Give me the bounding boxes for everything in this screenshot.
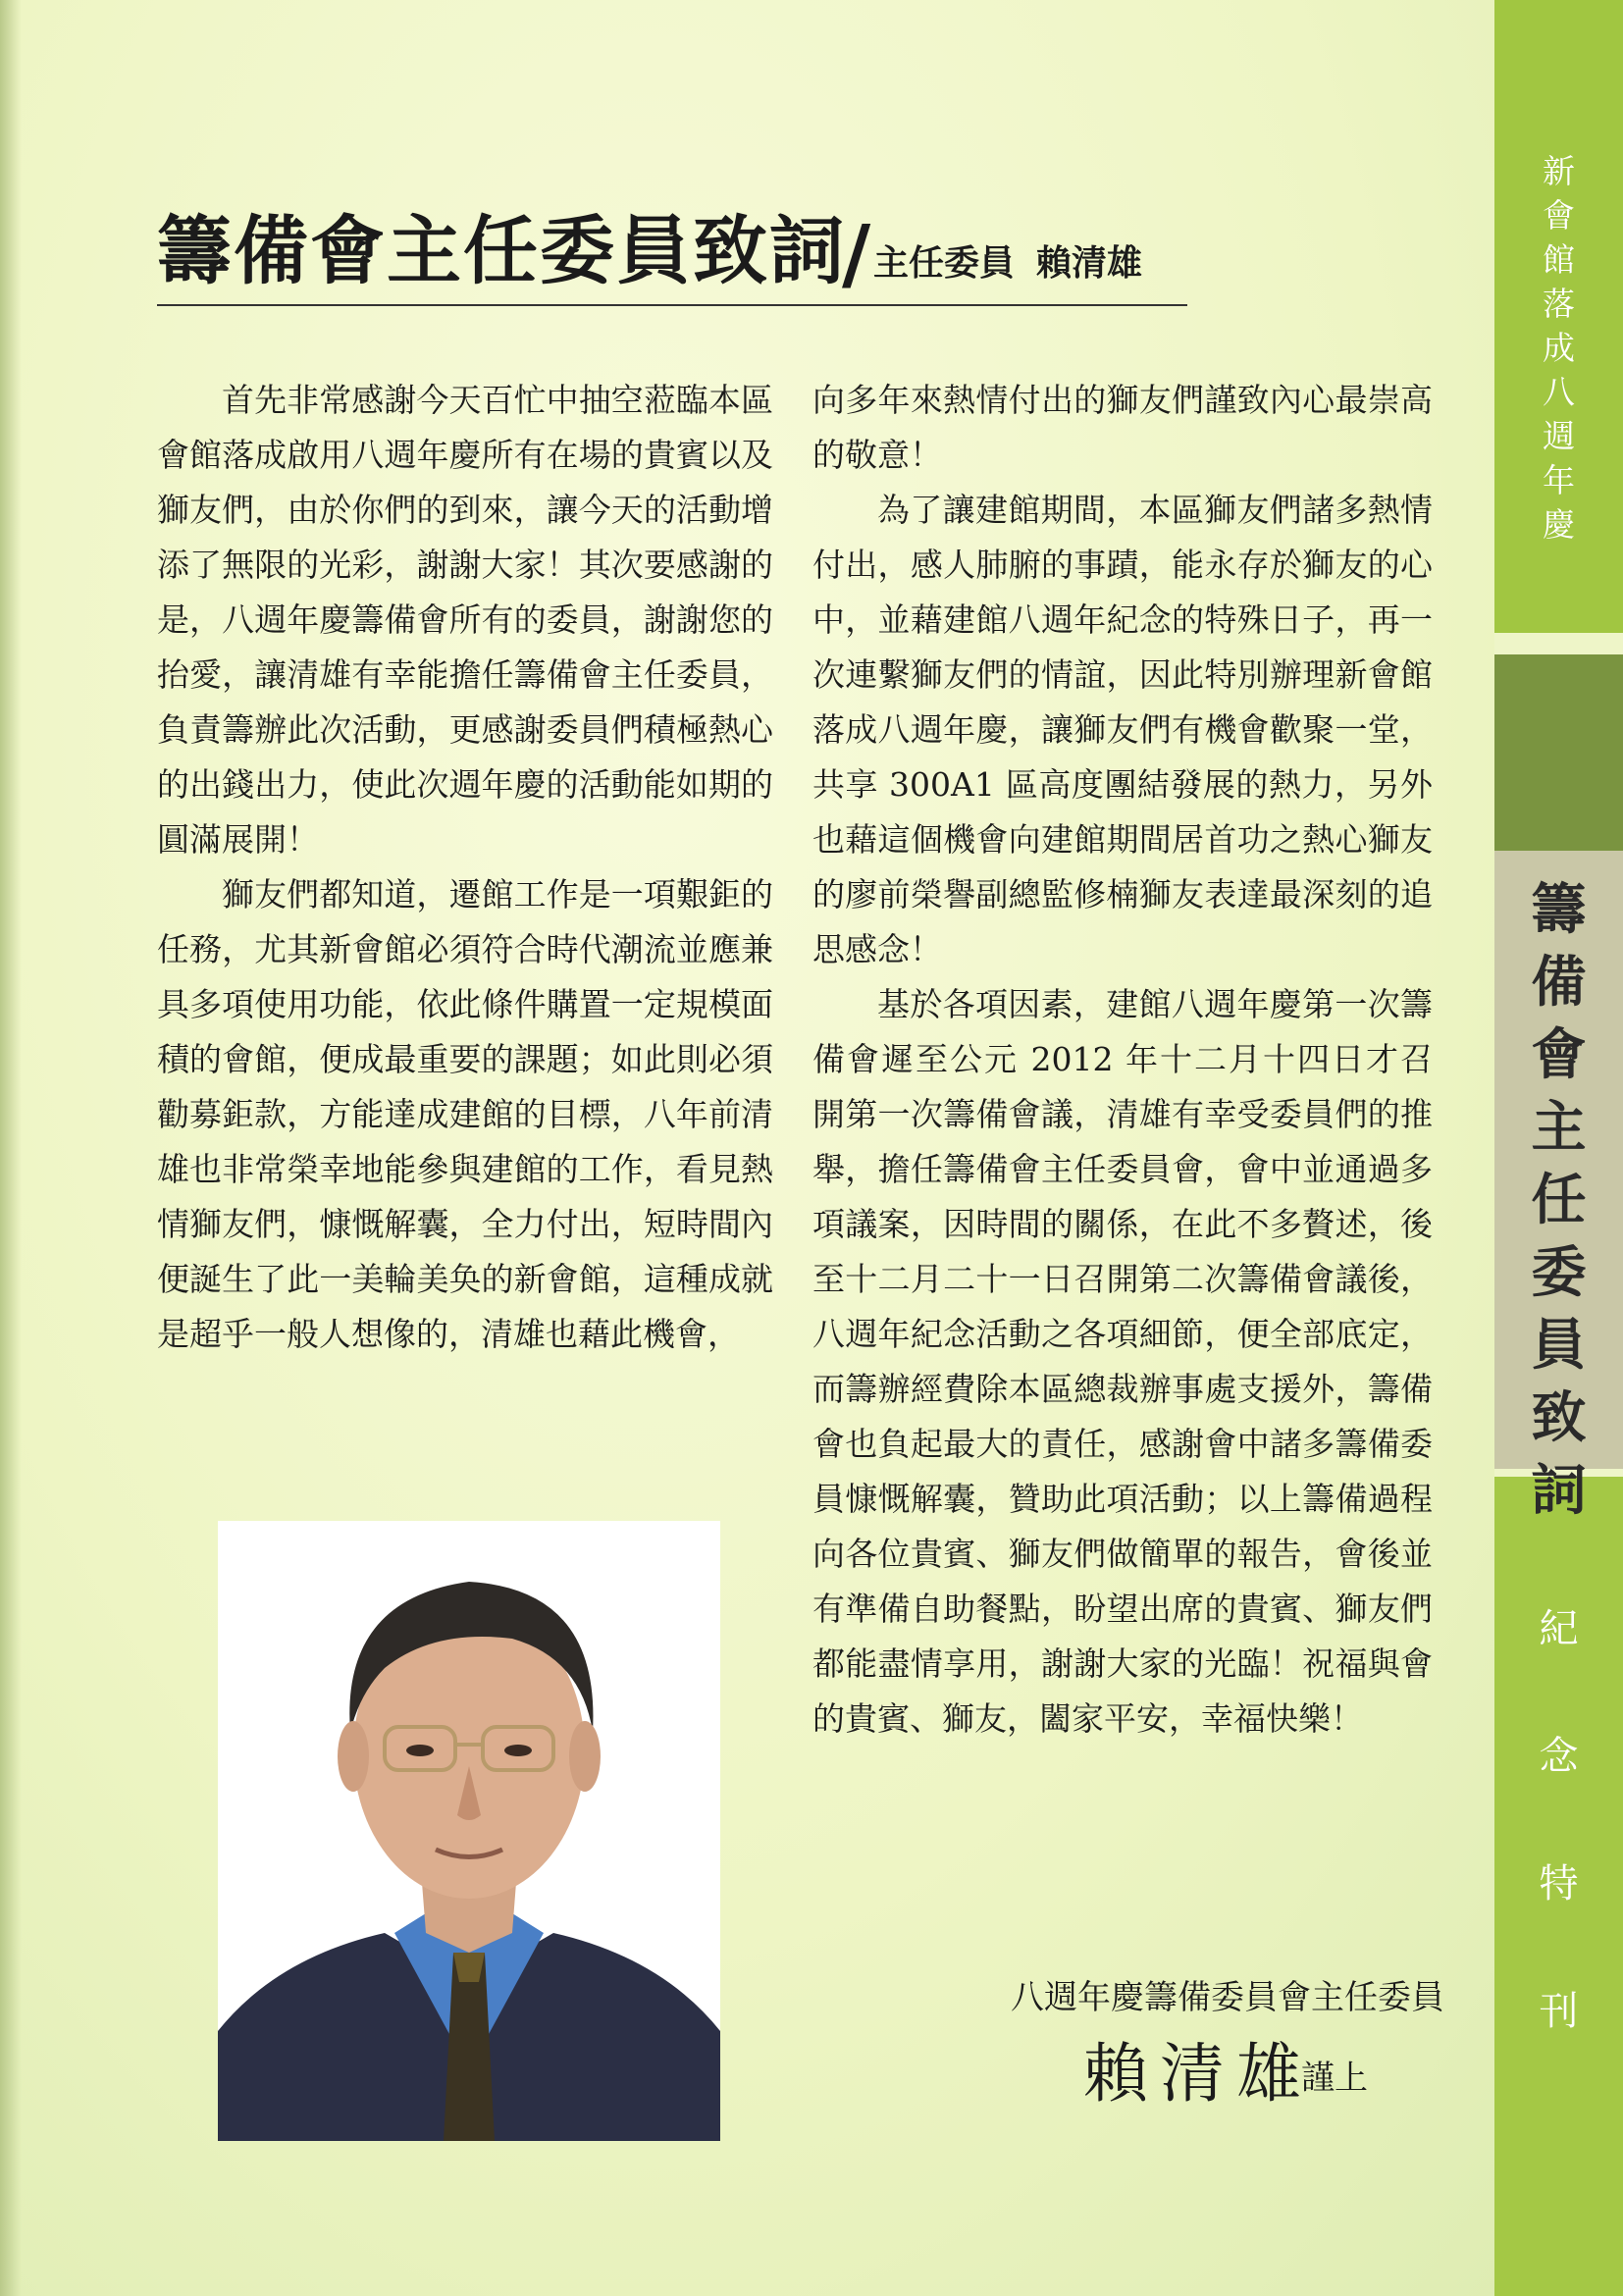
label-char: 慶 <box>1543 505 1575 544</box>
label-char: 詞 <box>1531 1458 1587 1523</box>
label-char: 員 <box>1531 1313 1587 1378</box>
label-char: 成 <box>1543 329 1575 367</box>
paragraph: 為了讓建館期間，本區獅友們諸多熱情付出，感人肺腑的事蹟，能永存於獅友的心中，並藉建館八週年紀念的特殊日子，再一次連繫獅友們的情誼，因此特別辦理新會館落成八週年慶，讓獅友們有機會歡聚一堂，共享 300A1 區高度團結發展的熱力，另外也藉這個機會向建館期間居首功之熱心獅友的廖前榮譽副總監修楠獅友表達最深刻的追思感念！ <box>812 491 1433 968</box>
label-char: 年 <box>1543 461 1575 499</box>
paragraph: 基於各項因素，建館八週年慶第一次籌備會遲至公元 2012 年十二月十四日才召開第一次籌備會議，清雄有幸受委員們的推舉，擔任籌備會主任委員會，會中並通過多項議案，因時間的關係，在此不多贅述，後至十二月二十一日召開第二次籌備會議後，八週年紀念活動之各項細節，便全部底定，而籌辦經費除本區總裁辦事處支援外，籌備會也負起最大的責任，感謝會中諸多籌備委員慷慨解囊，贊助此項活動；以上籌備過程向各位貴賓、獅友們做簡單的報告，會後並有準備自助餐點，盼望出席的貴賓、獅友們都能盡情享用，謝謝大家的光臨！祝福與會的貴賓、獅友，闔家平安，幸福快樂！ <box>812 985 1433 1738</box>
label-char: 館 <box>1543 240 1575 279</box>
label-char: 備 <box>1531 950 1587 1015</box>
byline-role: 主任委員 <box>873 242 1016 284</box>
label-char: 紀 <box>1539 1606 1579 1651</box>
signature-name: 賴清雄 <box>1083 2036 1313 2112</box>
page-edge-shadow <box>0 0 22 2296</box>
label-char: 致 <box>1531 1385 1587 1450</box>
label-char: 念 <box>1539 1734 1579 1779</box>
sidebar-dark-block <box>1494 654 1623 851</box>
signature-suffix: 謹上 <box>1301 2059 1368 2098</box>
label-char: 特 <box>1539 1861 1579 1906</box>
label-char: 刊 <box>1539 1989 1579 2034</box>
label-char: 籌 <box>1531 877 1587 942</box>
sidebar-divider <box>1494 633 1623 654</box>
portrait-photo <box>218 1521 720 2141</box>
paragraph: 首先非常感謝今天百忙中抽空蒞臨本區會館落成啟用八週年慶所有在場的貴賓以及獅友們，由於你們的到來，讓今天的活動增添了無限的光彩，謝謝大家！其次要感謝的是，八週年慶籌備會所有的委員，謝謝您的抬愛，讓清雄有幸能擔任籌備會主任委員，負責籌辦此次活動，更感謝委員們積極熱心的出錢出力，使此次週年慶的活動能如期的圓滿展開！ <box>157 381 773 859</box>
label-char: 會 <box>1543 196 1575 235</box>
label-char: 週 <box>1543 417 1575 455</box>
right-column <box>812 373 1433 1747</box>
left-column <box>157 373 773 1362</box>
sidebar-bottom-label <box>1494 1565 1623 2075</box>
byline-name: 賴清雄 <box>1036 242 1143 284</box>
label-char: 任 <box>1531 1168 1587 1232</box>
sidebar-top-label <box>1494 149 1623 547</box>
paragraph: 獅友們都知道，遷館工作是一項艱鉅的任務，尤其新會館必須符合時代潮流並應兼具多項使用功能，依此條件購置一定規模面積的會館，便成最重要的課題；如此則必須勸募鉅款，方能達成建館的目標，八年前清雄也非常榮幸地能參與建館的工作，看見熱情獅友們，慷慨解囊，全力付出，短時間內便誕生了此一美輪美奂的新會館，這種成就是超乎一般人想像的，清雄也藉此機會， <box>157 875 773 1353</box>
sidebar-section-label <box>1494 873 1623 1527</box>
title-underline <box>157 304 1187 306</box>
label-char: 會 <box>1531 1022 1587 1087</box>
label-char: 委 <box>1531 1240 1587 1305</box>
portrait-illustration <box>218 1521 720 2141</box>
label-char: 落 <box>1543 285 1575 323</box>
label-char: 新 <box>1543 152 1575 190</box>
byline <box>873 235 1142 286</box>
signature-title: 八週年慶籌備委員會主任委員 <box>1011 1978 1444 2017</box>
label-char: 主 <box>1531 1095 1587 1160</box>
label-char: 八 <box>1543 373 1575 411</box>
paragraph: 向多年來熱情付出的獅友們謹致內心最崇高的敬意！ <box>812 381 1433 474</box>
sidebar-tab <box>1494 0 1623 2296</box>
article-title: 籌備會主任委員致詞 <box>157 207 846 294</box>
title-slash: / <box>842 207 871 299</box>
